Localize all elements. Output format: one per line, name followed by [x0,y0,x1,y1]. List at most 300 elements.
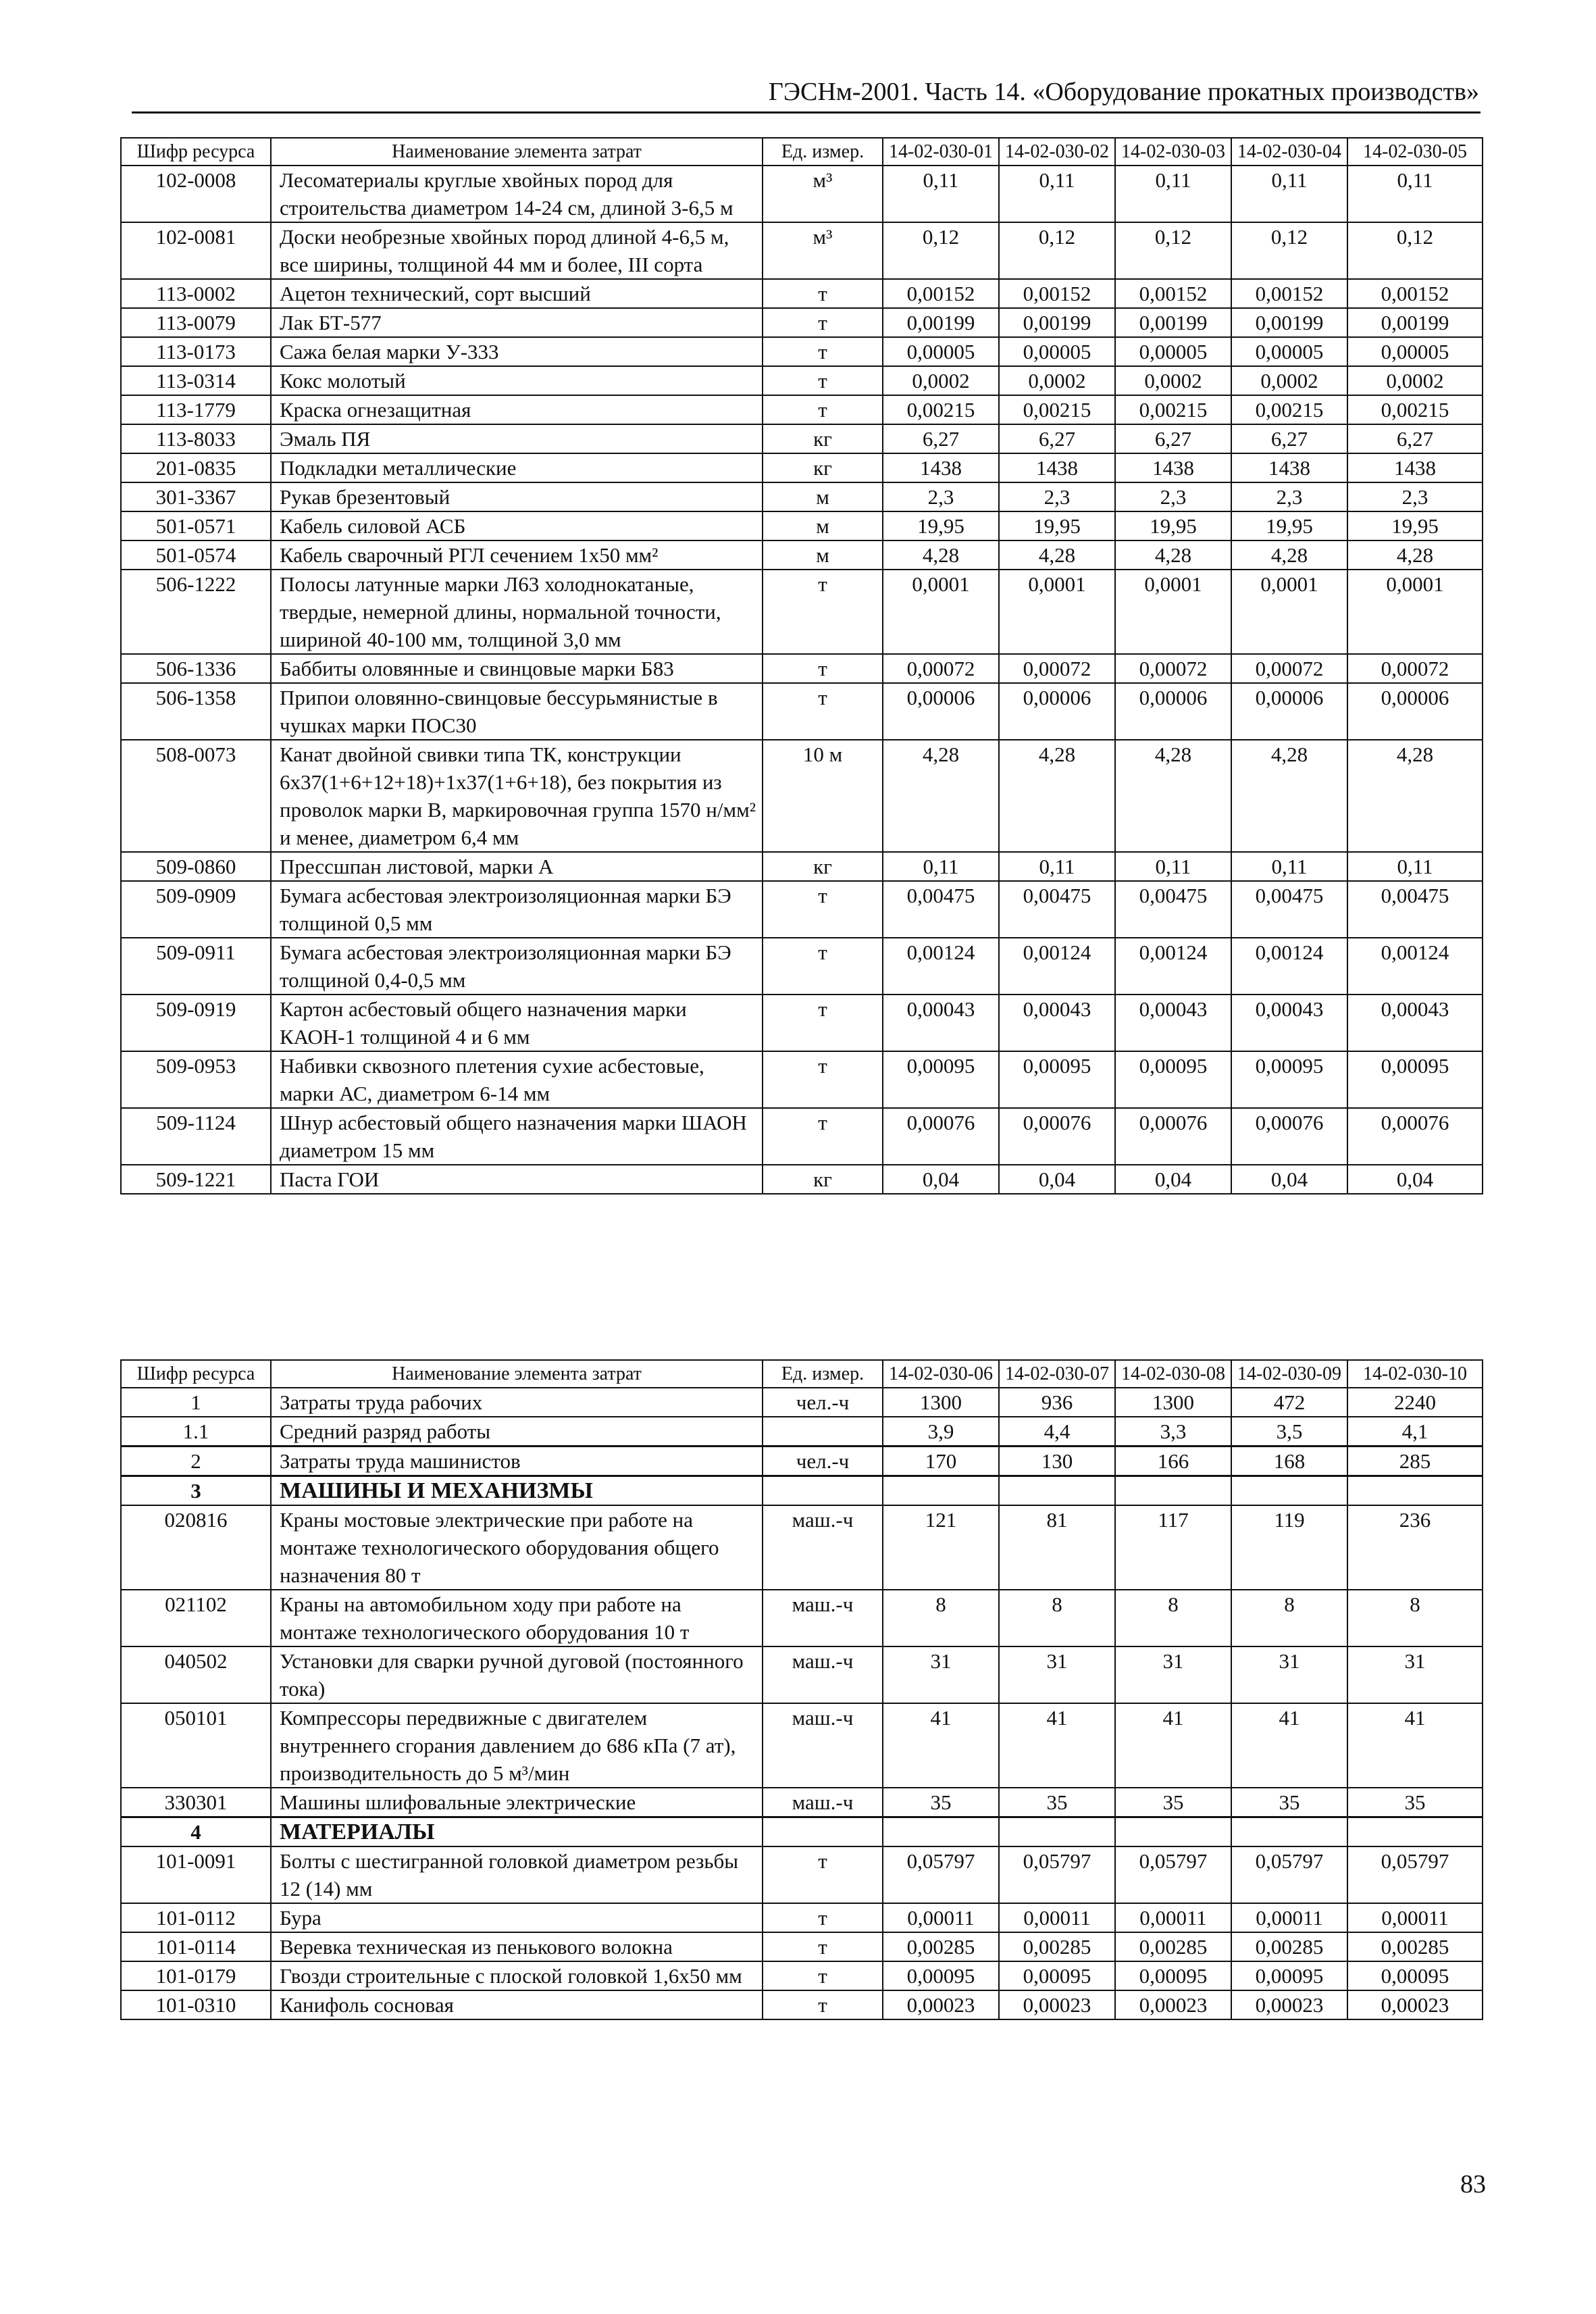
row-name: Компрессоры передвижные с двигателем внутреннего сгорания давлением до 686 кПа (7 ат), производительность до 5 м³/мин [271,1703,763,1788]
row-code: 508-0073 [121,740,271,852]
row-code: 501-0571 [121,511,271,540]
row-value: 2,3 [999,482,1115,511]
row-value: 0,05797 [1347,1846,1483,1903]
header-col: 14-02-030-06 [883,1360,999,1388]
row-value: 0,00006 [883,683,999,740]
row-value: 0,11 [999,852,1115,881]
table-row [121,540,1483,570]
row-value: 0,05797 [1115,1846,1231,1903]
row-value: 41 [1115,1703,1231,1788]
row-value: 119 [1231,1505,1347,1590]
row-value: 0,00152 [883,279,999,308]
row-unit: т [763,337,883,366]
row-code: 101-0112 [121,1903,271,1932]
row-value: 130 [999,1447,1115,1476]
row-unit: кг [763,852,883,881]
row-value: 0,00095 [883,1051,999,1108]
row-value: 0,00285 [1347,1932,1483,1961]
row-value: 0,04 [1347,1165,1483,1194]
row-unit: кг [763,453,883,482]
row-value: 0,00076 [1231,1108,1347,1165]
header-name: Наименование элемента затрат [271,138,763,166]
row-value: 0,11 [1347,852,1483,881]
row-value: 0,00011 [1347,1903,1483,1932]
row-value: 19,95 [883,511,999,540]
row-value: 0,00043 [1347,995,1483,1051]
row-value: 4,4 [999,1417,1115,1447]
row-name: Веревка техническая из пенькового волокна [271,1932,763,1961]
header-unit: Ед. измер. [763,1360,883,1388]
row-value: 0,00152 [1347,279,1483,308]
row-value: 0,00006 [1231,683,1347,740]
table-row [121,1990,1483,2019]
row-value: 0,00043 [1115,995,1231,1051]
table-row [121,1846,1483,1903]
row-unit: т [763,570,883,654]
row-value: 19,95 [1231,511,1347,540]
table-row [121,1051,1483,1108]
row-unit: т [763,1990,883,2019]
table-row [121,453,1483,482]
row-value: 0,00285 [999,1932,1115,1961]
row-value: 0,05797 [883,1846,999,1903]
row-name: Набивки сквозного плетения сухие асбестовые, марки АС, диаметром 6-14 мм [271,1051,763,1108]
row-value: 0,05797 [1231,1846,1347,1903]
row-name: Гвозди строительные с плоской головкой 1,6x50 мм [271,1961,763,1990]
row-value: 170 [883,1447,999,1476]
row-value: 31 [1231,1646,1347,1703]
row-unit: т [763,881,883,938]
row-value: 0,00072 [883,654,999,683]
row-value: 0,00006 [1347,683,1483,740]
row-unit: маш.-ч [763,1703,883,1788]
row-value: 0,12 [1347,222,1483,279]
row-value: 0,00095 [999,1051,1115,1108]
table-row [121,1388,1483,1417]
row-value: 0,00005 [1115,337,1231,366]
row-value: 0,00023 [1115,1990,1231,2019]
row-value: 936 [999,1388,1115,1417]
row-name: Эмаль ПЯ [271,424,763,453]
row-value: 168 [1231,1447,1347,1476]
row-name: МАШИНЫ И МЕХАНИЗМЫ [271,1476,763,1506]
row-unit: м³ [763,222,883,279]
row-value: 1300 [883,1388,999,1417]
row-value: 0,11 [1347,166,1483,222]
row-unit: т [763,1051,883,1108]
row-value: 0,00124 [1231,938,1347,995]
row-unit: м [763,511,883,540]
page-header: ГЭСНм-2001. Часть 14. «Оборудование прокатных производств» [768,78,1479,106]
row-value: 0,00072 [1231,654,1347,683]
row-value: 41 [1231,1703,1347,1788]
row-name: Канат двойной свивки типа ТК, конструкции 6x37(1+6+12+18)+1x37(1+6+18), без покрытия из проволок марки В, маркировочная группа 1570 н/мм² и менее, диаметром 6,4 мм [271,740,763,852]
table-row [121,938,1483,995]
row-name: Затраты труда рабочих [271,1388,763,1417]
row-value: 0,04 [999,1165,1115,1194]
table-body [121,1388,1483,2019]
row-value: 0,00215 [883,395,999,424]
row-value: 35 [1347,1788,1483,1817]
row-value: 0,00011 [1231,1903,1347,1932]
row-value: 0,11 [883,166,999,222]
row-value: 1438 [883,453,999,482]
row-value: 236 [1347,1505,1483,1590]
row-name: Канифоль сосновая [271,1990,763,2019]
row-unit: м [763,482,883,511]
row-code: 501-0574 [121,540,271,570]
row-value: 31 [1347,1646,1483,1703]
row-unit: м [763,540,883,570]
row-value: 1438 [999,453,1115,482]
row-value: 0,0002 [1231,366,1347,395]
row-value: 35 [883,1788,999,1817]
row-unit: маш.-ч [763,1505,883,1590]
table-row [121,570,1483,654]
row-code: 506-1336 [121,654,271,683]
row-value: 0,0001 [1347,570,1483,654]
row-value: 4,28 [1115,740,1231,852]
header-col: 14-02-030-08 [1115,1360,1231,1388]
row-value: 0,00005 [999,337,1115,366]
table-row [121,654,1483,683]
row-code: 113-0079 [121,308,271,337]
row-value: 0,00095 [1347,1051,1483,1108]
table-row [121,337,1483,366]
row-value [1231,1817,1347,1847]
header-col: 14-02-030-01 [883,138,999,166]
row-value: 4,28 [999,740,1115,852]
row-code: 509-0911 [121,938,271,995]
row-value: 2,3 [1231,482,1347,511]
row-name: Затраты труда машинистов [271,1447,763,1476]
table-row [121,1165,1483,1194]
row-name: Кабель сварочный РГЛ сечением 1x50 мм² [271,540,763,570]
row-unit: кг [763,1165,883,1194]
header-col: 14-02-030-05 [1347,138,1483,166]
row-value: 0,05797 [999,1846,1115,1903]
row-value: 4,28 [1115,540,1231,570]
row-value: 0,00011 [883,1903,999,1932]
row-value: 19,95 [1347,511,1483,540]
row-value: 0,00023 [1231,1990,1347,2019]
row-value: 166 [1115,1447,1231,1476]
row-name: Паста ГОИ [271,1165,763,1194]
row-value: 0,00124 [999,938,1115,995]
row-unit [763,1476,883,1506]
row-name: Лак БТ-577 [271,308,763,337]
row-name: Рукав брезентовый [271,482,763,511]
table-row [121,308,1483,337]
table-row [121,1932,1483,1961]
row-value: 0,12 [1231,222,1347,279]
row-value: 0,00285 [1231,1932,1347,1961]
row-value: 0,00475 [1231,881,1347,938]
row-code: 050101 [121,1703,271,1788]
row-value: 31 [883,1646,999,1703]
row-value: 285 [1347,1447,1483,1476]
row-value: 31 [1115,1646,1231,1703]
row-value: 3,5 [1231,1417,1347,1447]
row-name: Средний разряд работы [271,1417,763,1447]
row-value: 0,00285 [883,1932,999,1961]
row-value: 0,00199 [1231,308,1347,337]
row-value: 121 [883,1505,999,1590]
row-value: 0,00475 [999,881,1115,938]
row-unit: маш.-ч [763,1590,883,1646]
row-value: 0,11 [1115,852,1231,881]
row-name: Краны на автомобильном ходу при работе на монтаже технологического оборудования 10 т [271,1590,763,1646]
row-code: 102-0081 [121,222,271,279]
row-unit: т [763,279,883,308]
row-unit: т [763,1846,883,1903]
row-code: 101-0091 [121,1846,271,1903]
table-header-row [121,138,1483,166]
row-name: Бумага асбестовая электроизоляционная марки БЭ толщиной 0,4-0,5 мм [271,938,763,995]
row-value: 4,28 [999,540,1115,570]
row-code: 113-8033 [121,424,271,453]
resource-table-1 [120,137,1483,1194]
row-value: 4,28 [1347,740,1483,852]
row-value: 0,04 [1115,1165,1231,1194]
row-code: 509-0860 [121,852,271,881]
row-value: 0,00215 [1115,395,1231,424]
row-unit: м³ [763,166,883,222]
table-row [121,166,1483,222]
row-code: 020816 [121,1505,271,1590]
row-unit [763,1417,883,1447]
row-name: Припои оловянно-свинцовые бессурьмянистые в чушках марки ПОС30 [271,683,763,740]
row-unit: маш.-ч [763,1788,883,1817]
row-name: Машины шлифовальные электрические [271,1788,763,1817]
row-name: Кокс молотый [271,366,763,395]
table-row [121,852,1483,881]
row-unit: т [763,308,883,337]
row-unit [763,1817,883,1847]
row-unit: т [763,1932,883,1961]
row-value: 4,28 [883,740,999,852]
row-value: 0,00124 [883,938,999,995]
row-code: 113-1779 [121,395,271,424]
row-name: Установки для сварки ручной дуговой (постоянного тока) [271,1646,763,1703]
row-value: 41 [883,1703,999,1788]
row-value: 0,00076 [1347,1108,1483,1165]
row-value: 1438 [1347,453,1483,482]
row-value [1347,1476,1483,1506]
row-value: 0,00199 [1115,308,1231,337]
header-name: Наименование элемента затрат [271,1360,763,1388]
table-row [121,1108,1483,1165]
row-value: 4,28 [1347,540,1483,570]
row-value: 0,00285 [1115,1932,1231,1961]
row-name: МАТЕРИАЛЫ [271,1817,763,1847]
row-code: 509-1124 [121,1108,271,1165]
row-value: 0,00095 [883,1961,999,1990]
row-name: Шнур асбестовый общего назначения марки ШАОН диаметром 15 мм [271,1108,763,1165]
table-row [121,1703,1483,1788]
row-value: 2,3 [1347,482,1483,511]
row-name: Сажа белая марки У-333 [271,337,763,366]
row-value: 4,1 [1347,1417,1483,1447]
row-unit: т [763,1108,883,1165]
row-value: 0,00199 [1347,308,1483,337]
row-code: 102-0008 [121,166,271,222]
row-value [1115,1476,1231,1506]
row-value: 0,00072 [999,654,1115,683]
row-value [999,1817,1115,1847]
table-row [121,366,1483,395]
row-unit: т [763,995,883,1051]
row-code: 509-1221 [121,1165,271,1194]
row-code: 301-3367 [121,482,271,511]
row-value: 6,27 [1115,424,1231,453]
row-name: Лесоматериалы круглые хвойных пород для строительства диаметром 14-24 см, длиной 3-6,5 м [271,166,763,222]
row-code: 101-0179 [121,1961,271,1990]
table-row [121,482,1483,511]
row-unit: т [763,654,883,683]
row-unit: чел.-ч [763,1447,883,1476]
row-code: 101-0114 [121,1932,271,1961]
row-value: 0,0001 [1231,570,1347,654]
row-name: Баббиты оловянные и свинцовые марки Б83 [271,654,763,683]
row-value: 0,11 [1231,166,1347,222]
row-code: 113-0173 [121,337,271,366]
row-code: 2 [121,1447,271,1476]
row-value: 1438 [1115,453,1231,482]
row-value: 0,00475 [1347,881,1483,938]
row-value: 0,0001 [999,570,1115,654]
header-code: Шифр ресурса [121,1360,271,1388]
row-value: 6,27 [999,424,1115,453]
row-value: 0,00023 [1347,1990,1483,2019]
header-col: 14-02-030-07 [999,1360,1115,1388]
row-value: 0,00072 [1115,654,1231,683]
row-value: 0,0002 [883,366,999,395]
row-value [1347,1817,1483,1847]
row-unit: т [763,1961,883,1990]
row-unit: кг [763,424,883,453]
row-value: 6,27 [1231,424,1347,453]
table-row [121,1903,1483,1932]
row-value: 6,27 [883,424,999,453]
table-row [121,740,1483,852]
row-value: 8 [883,1590,999,1646]
row-code: 4 [121,1817,271,1847]
row-value: 0,00095 [1115,1051,1231,1108]
row-value: 2240 [1347,1388,1483,1417]
header-col: 14-02-030-10 [1347,1360,1483,1388]
row-name: Краны мостовые электрические при работе на монтаже технологического оборудования общего назначения 80 т [271,1505,763,1590]
row-value: 0,00011 [999,1903,1115,1932]
table-row [121,222,1483,279]
row-value: 41 [999,1703,1115,1788]
row-value: 6,27 [1347,424,1483,453]
row-value: 0,0002 [999,366,1115,395]
row-name: Краска огнезащитная [271,395,763,424]
row-value: 0,11 [1231,852,1347,881]
row-value [883,1817,999,1847]
row-value: 0,00023 [999,1990,1115,2019]
row-unit: т [763,1903,883,1932]
row-value: 0,00043 [999,995,1115,1051]
row-value: 0,00076 [1115,1108,1231,1165]
row-code: 021102 [121,1590,271,1646]
row-value: 81 [999,1505,1115,1590]
row-value: 4,28 [883,540,999,570]
row-value: 35 [1231,1788,1347,1817]
table-row [121,881,1483,938]
row-name: Полосы латунные марки Л63 холоднокатаные, твердые, немерной длины, нормальной точности, шириной 40-100 мм, толщиной 3,0 мм [271,570,763,654]
row-name: Ацетон технический, сорт высший [271,279,763,308]
row-value: 0,12 [883,222,999,279]
row-name: Болты с шестигранной головкой диаметром резьбы 12 (14) мм [271,1846,763,1903]
row-value: 0,00215 [1347,395,1483,424]
row-value: 8 [999,1590,1115,1646]
row-value: 4,28 [1231,540,1347,570]
table-row [121,395,1483,424]
row-value: 3,3 [1115,1417,1231,1447]
row-value [1231,1476,1347,1506]
row-value: 0,0002 [1115,366,1231,395]
row-value: 8 [1347,1590,1483,1646]
row-value: 0,00043 [883,995,999,1051]
row-name: Прессшпан листовой, марки А [271,852,763,881]
row-value: 3,9 [883,1417,999,1447]
row-value: 2,3 [883,482,999,511]
row-value [999,1476,1115,1506]
row-value: 0,00095 [1231,1961,1347,1990]
row-value: 0,04 [1231,1165,1347,1194]
row-value: 0,00475 [1115,881,1231,938]
row-value: 0,00152 [999,279,1115,308]
row-name: Доски необрезные хвойных пород длиной 4-6,5 м, все ширины, толщиной 44 мм и более, III сорта [271,222,763,279]
row-value: 0,0001 [883,570,999,654]
header-code: Шифр ресурса [121,138,271,166]
row-code: 509-0953 [121,1051,271,1108]
page-number: 83 [1460,2170,1486,2198]
row-value: 41 [1347,1703,1483,1788]
row-value [883,1476,999,1506]
row-unit: т [763,366,883,395]
row-code: 101-0310 [121,1990,271,2019]
row-value: 0,00095 [1115,1961,1231,1990]
table-row [121,1417,1483,1447]
row-value: 0,00076 [883,1108,999,1165]
row-value: 0,00095 [1347,1961,1483,1990]
row-value: 0,00011 [1115,1903,1231,1932]
row-code: 201-0835 [121,453,271,482]
row-unit: 10 м [763,740,883,852]
row-value: 0,00124 [1115,938,1231,995]
row-value: 117 [1115,1505,1231,1590]
row-code: 506-1222 [121,570,271,654]
row-value: 0,00023 [883,1990,999,2019]
row-value: 0,0002 [1347,366,1483,395]
row-value: 2,3 [1115,482,1231,511]
row-value: 0,12 [1115,222,1231,279]
row-value: 0,12 [999,222,1115,279]
row-value: 0,00005 [883,337,999,366]
row-value: 0,04 [883,1165,999,1194]
row-code: 509-0909 [121,881,271,938]
row-value: 0,11 [883,852,999,881]
table-row [121,279,1483,308]
header-col: 14-02-030-02 [999,138,1115,166]
header-unit: Ед. измер. [763,138,883,166]
row-name: Картон асбестовый общего назначения марки КАОН-1 толщиной 4 и 6 мм [271,995,763,1051]
row-value: 0,11 [999,166,1115,222]
row-value: 0,00215 [999,395,1115,424]
